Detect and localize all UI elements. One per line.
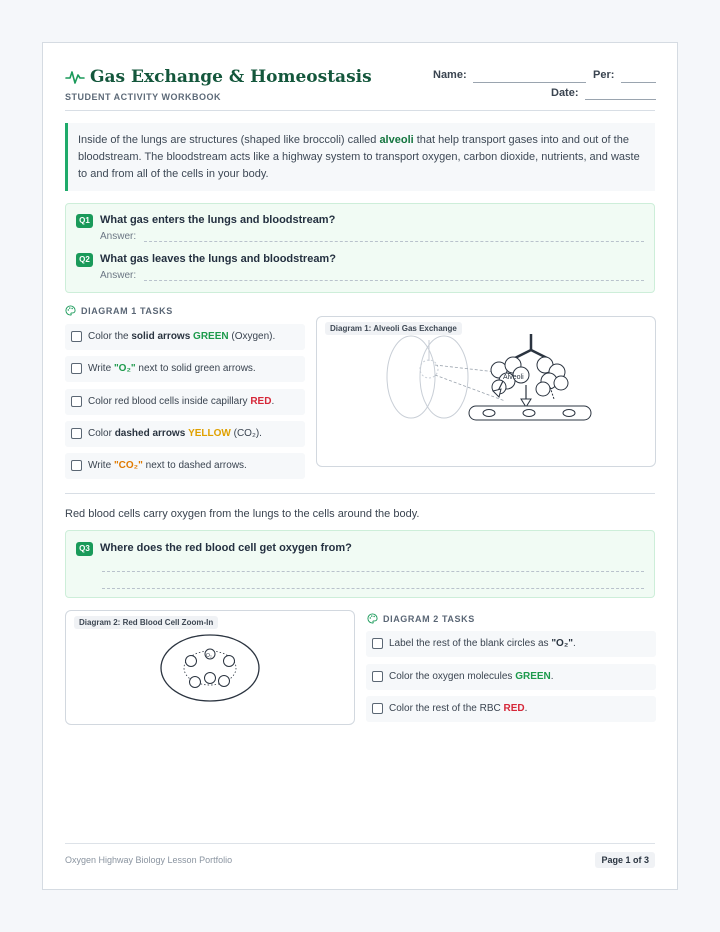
diagram2-label: Diagram 2: Red Blood Cell Zoom-In [74, 616, 218, 629]
checkbox[interactable] [71, 363, 82, 374]
diagram1-box [316, 316, 656, 467]
diagram1-tasks-heading: DIAGRAM 1 TASKS [65, 305, 173, 316]
footer [65, 843, 655, 865]
question-3 [76, 542, 644, 580]
pulse-icon [65, 69, 85, 85]
checkbox[interactable] [71, 460, 82, 471]
rbc-intro-text: Red blood cells carry oxygen from the lungs to the cells around the body. [65, 508, 420, 520]
q2-answer-line[interactable] [144, 280, 644, 281]
per-label: Per: [593, 69, 615, 81]
question-1 [76, 214, 644, 252]
q3-answer-line-1[interactable] [102, 571, 644, 572]
d1-task-1[interactable]: Color the solid arrows GREEN (Oxygen). [65, 324, 305, 350]
palette-icon [367, 613, 378, 624]
diagram2-tasks-heading: DIAGRAM 2 TASKS [367, 613, 475, 624]
q2-text: What gas leaves the lungs and bloodstream? [100, 253, 336, 265]
d2-task-1[interactable]: Label the rest of the blank circles as "O₂". [366, 631, 656, 657]
rbc-diagram [66, 611, 354, 724]
q2-badge: Q2 [76, 253, 93, 267]
diagram2-box [65, 610, 355, 725]
checkbox[interactable] [71, 396, 82, 407]
header [65, 65, 655, 111]
q1-answer-line[interactable] [144, 241, 644, 242]
name-label: Name: [433, 69, 467, 81]
q2-answer-label: Answer: [100, 270, 137, 281]
checkbox[interactable] [372, 671, 383, 682]
q3-answer-line-2[interactable] [102, 588, 644, 589]
d2-task-2[interactable]: Color the oxygen molecules GREEN. [366, 664, 656, 690]
alveoli-diagram [317, 317, 655, 466]
d1-task-2[interactable]: Write "O₂" next to solid green arrows. [65, 356, 305, 382]
checkbox[interactable] [372, 638, 383, 649]
checkbox[interactable] [372, 703, 383, 714]
o2-circle-label: O₂ [206, 653, 212, 659]
checkbox[interactable] [71, 331, 82, 342]
footer-portfolio-name: Oxygen Highway Biology Lesson Portfolio [65, 855, 233, 865]
question-2 [76, 253, 644, 291]
worksheet-page [42, 42, 678, 890]
d1-task-4[interactable]: Color dashed arrows YELLOW (CO₂). [65, 421, 305, 447]
questions-box [65, 203, 655, 293]
page-subtitle: STUDENT ACTIVITY WORKBOOK [65, 92, 221, 102]
d1-task-3[interactable]: Color red blood cells inside capillary RED. [65, 389, 305, 415]
date-field[interactable] [585, 99, 656, 100]
checkbox[interactable] [71, 428, 82, 439]
diagram1-label: Diagram 1: Alveoli Gas Exchange [325, 322, 462, 335]
q3-text: Where does the red blood cell get oxygen from? [100, 542, 352, 554]
page-number: Page 1 of 3 [595, 852, 655, 868]
page-title: Gas Exchange & Homeostasis [90, 67, 372, 87]
alveoli-term: alveoli [379, 134, 414, 146]
alveoli-text: Alveoli [503, 374, 524, 381]
q1-answer-label: Answer: [100, 231, 137, 242]
d1-task-5[interactable]: Write "CO₂" next to dashed arrows. [65, 453, 305, 479]
per-field[interactable] [621, 82, 656, 83]
question-3-box [65, 530, 655, 598]
divider [65, 493, 655, 494]
q1-text: What gas enters the lungs and bloodstream? [100, 214, 336, 226]
intro-text-end: that help transport gases into and out of the bloodstream. The bloodstream acts like a highway system to transport oxygen, carbon dioxide, nutrients, and waste to and from all of the cells in your body. [78, 134, 640, 180]
intro-paragraph [65, 123, 655, 191]
date-label: Date: [551, 87, 579, 99]
name-field[interactable] [473, 82, 586, 83]
d2-task-3[interactable]: Color the rest of the RBC RED. [366, 696, 656, 722]
q3-badge: Q3 [76, 542, 93, 556]
intro-text: Inside of the lungs are structures (shaped like broccoli) called [78, 134, 380, 146]
q1-badge: Q1 [76, 214, 93, 228]
palette-icon [65, 305, 76, 316]
